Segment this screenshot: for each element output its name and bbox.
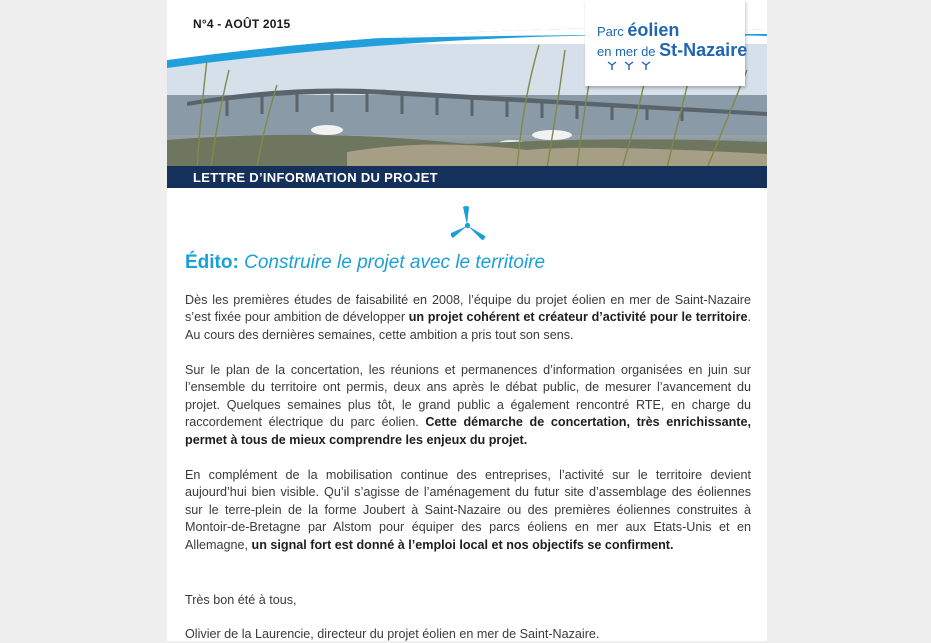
edito-label: Édito:	[185, 252, 239, 273]
banner-title-bar	[167, 166, 767, 188]
logo-eolien-text: éolien	[627, 20, 680, 40]
logo[interactable]	[585, 0, 748, 86]
p1-text: Dès les premières études de faisabilité en 2008, l’équipe du projet éolien en mer de Saint-Nazaire s’est fixée pour ambition de développer	[185, 293, 751, 325]
p1-text-end: . Au cours des dernières semaines, cette ambition a pris tout son sens.	[185, 310, 751, 342]
logo-parc-text: Parc	[597, 24, 624, 39]
logo-line2	[597, 40, 747, 61]
signature: Olivier de la Laurencie, directeur du projet éolien en mer de Saint-Nazaire.	[185, 627, 600, 641]
paragraph-2	[185, 362, 751, 449]
logo-turbines-icon	[607, 60, 657, 70]
greeting: Très bon été à tous,	[185, 593, 297, 607]
p3-text: En complément de la mobilisation continue des entreprises, l’activité sur le territoire devient aujourd’hui bien visible. Qu’il s’agisse de l’aménagement du futur site d’assemblage des éoliennes sur le terre-plein de la forme Joubert à Saint-Nazaire ou des premières éoliennes construites à Montoir-de-Bretagne par Alstom pour équiper des parcs éoliens en mer aux Etats-Unis et en Allemagne,	[185, 468, 751, 552]
wind-turbine-icon	[449, 205, 487, 243]
paragraph-3	[185, 467, 751, 554]
banner-title: LETTRE D’INFORMATION DU PROJET	[193, 170, 438, 185]
edito-title: Construire le projet avec le territoire	[244, 252, 546, 273]
logo-stnazaire-text: St-Nazaire	[659, 40, 748, 60]
logo-line1	[597, 20, 679, 41]
p1-bold: un projet cohérent et créateur d’activité pour le territoire	[408, 310, 748, 325]
p2-text: Sur le plan de la concertation, les réunions et permanences d’information organisées en juin sur l’ensemble du territoire ont permis, deux ans après le débat public, de mesurer l’avancement du projet. Quelques semaines plus tôt, le grand public a également rencontré RTE, en charge du raccordement électrique du parc éolien.	[185, 363, 751, 430]
issue-number: N°4 - AOÛT 2015	[193, 17, 291, 31]
newsletter-card	[167, 0, 767, 641]
paragraph-1	[185, 292, 751, 344]
header-banner	[167, 0, 767, 188]
p2-bold: Cette démarche de concertation, très enrichissante, permet à tous de mieux comprendre les enjeux du projet.	[185, 415, 751, 447]
logo-enmer-text: en mer de	[597, 44, 656, 59]
edito-heading	[185, 252, 545, 274]
p3-bold: un signal fort est donné à l’emploi local et nos objectifs se confirment.	[251, 537, 674, 552]
